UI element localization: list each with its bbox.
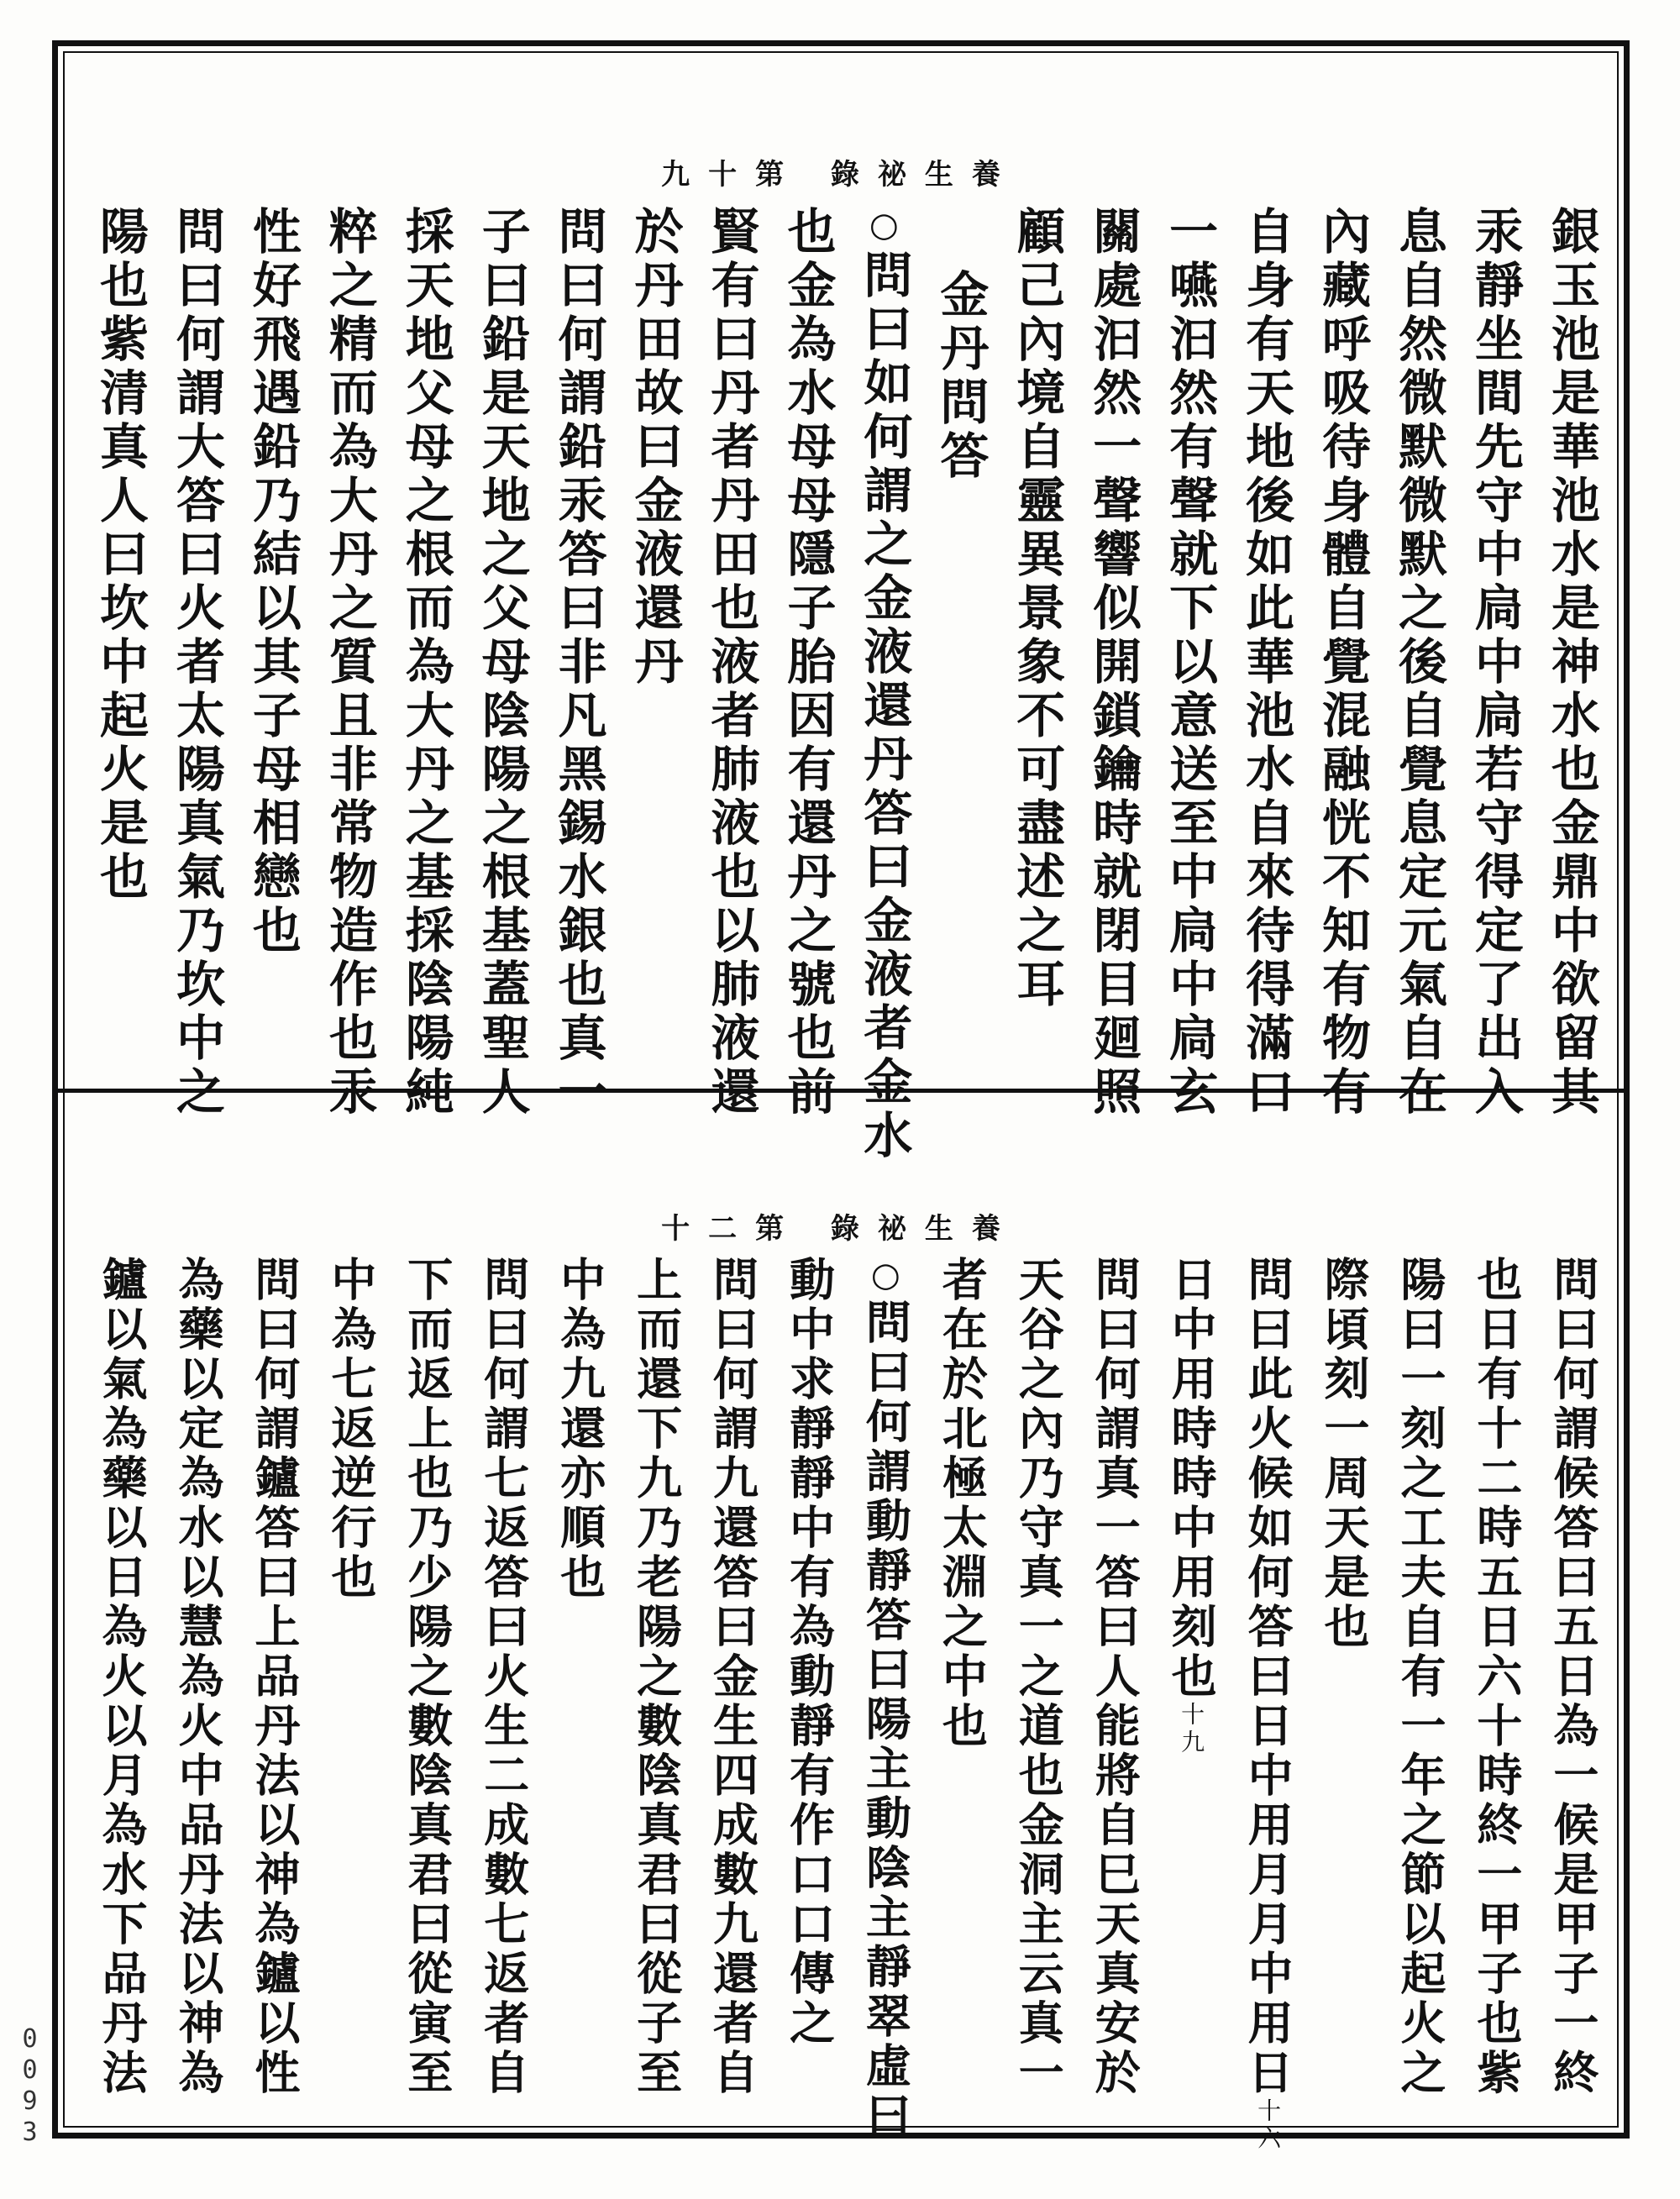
text-column: 際頃刻一周天是也: [1317, 1256, 1371, 1652]
text-column: 中為九還亦順也: [553, 1256, 607, 1603]
running-head-upper: 養生祕錄 第十九: [661, 158, 1019, 192]
text-column: 問曰何謂大答曰火者太陽真氣乃坎中之: [167, 206, 225, 1120]
text-column: 陽曰一刻之工夫自有一年之節以起火之: [1393, 1256, 1447, 2098]
text-column: 賢有曰丹者丹田也液者肺液也以肺液還: [702, 206, 760, 1120]
text-column: 者在於北極太淵之中也: [935, 1256, 990, 1751]
text-column: 為藥以定為水以慧為火中品丹法以神為: [171, 1256, 225, 2098]
text-column: 上而還下九乃老陽之數陰真君曰從子至: [629, 1256, 684, 2098]
running-head-lower: 養生祕錄 第二十: [661, 1212, 1019, 1246]
text-column: 汞靜坐間先守中扃中扃若守得定了出入: [1466, 206, 1524, 1120]
text-column: ○問曰何謂動靜答曰陽主動陰主靜翠虛曰: [858, 1256, 913, 2141]
text-column: 問曰何謂七返答曰火生二成數七返者自: [476, 1256, 531, 2098]
text-column: 顧己內境自靈異景象不可盡述之耳: [1008, 206, 1066, 1012]
text-column: 日中用時時中用刻也十九: [1164, 1256, 1219, 1757]
text-column: 問曰何謂九還答曰金生四成數九還者自: [706, 1256, 760, 2098]
circle-marker: ○: [864, 206, 904, 249]
text-column: 下而返上也乃少陽之數陰真君曰從寅至: [400, 1256, 454, 2098]
text-column: 粹之精而為大丹之質且非常物造作也汞: [320, 206, 378, 1120]
text-column: 自身有天地後如此華池水自來待得滿口: [1237, 206, 1295, 1120]
text-column: 於丹田故曰金液還丹: [626, 206, 684, 690]
page-number: 0093: [15, 2024, 45, 2149]
text-column: 一嚥汩然有聲就下以意送至中扃中扃玄: [1161, 206, 1219, 1120]
interlinear-note: 十六: [1254, 2098, 1283, 2154]
text-column: 也金為水母母隱子胎因有還丹之號也前: [779, 206, 837, 1120]
text-column: 動中求靜靜中有為動靜有作口口傳之: [782, 1256, 837, 2049]
text-column: 問曰此火候如何答曰日中用月月中用日十六: [1241, 1256, 1295, 2154]
text-column: 中為七返逆行也: [323, 1256, 378, 1603]
text-column: ○問曰如何謂之金液還丹答曰金液者金水: [855, 206, 913, 1163]
text-column: 鑪以氣為藥以日為火以月為水下品丹法: [95, 1256, 149, 2098]
lower-page: [76, 1189, 1604, 2154]
text-column: 問曰何謂真一答曰人能將自巳天真安於: [1088, 1256, 1142, 2098]
text-column: 問曰何謂候答曰五日為一候是甲子一終: [1546, 1256, 1600, 2098]
text-column: 內藏呼吸待身體自覺混融恍不知有物有: [1314, 206, 1371, 1120]
circle-marker: ○: [866, 1256, 906, 1299]
text-column: 問曰何謂鑪答曰上品丹法以神為鑪以性: [247, 1256, 302, 2098]
upper-page: [76, 126, 1604, 1163]
text-column: 子曰鉛是天地之父母陰陽之根基蓋聖人: [473, 206, 531, 1120]
interlinear-note: 十九: [1178, 1702, 1206, 1757]
text-column: 性好飛遇鉛乃結以其子母相戀也: [244, 206, 302, 958]
section-heading: 金丹問答: [932, 269, 990, 484]
text-column: 銀玉池是華池水是神水也金鼎中欲留其: [1542, 206, 1600, 1120]
text-column: 也日有十二時五日六十時終一甲子也紫: [1469, 1256, 1524, 2098]
text-column: 息自然微默微默之後自覺息定元氣自在: [1389, 206, 1447, 1120]
text-columns-upper: [76, 206, 1604, 1163]
text-column: 問曰何謂鉛汞答曰非凡黑錫水銀也真一: [549, 206, 607, 1120]
text-column: 天谷之內乃守真一之道也金洞主云真一: [1011, 1256, 1066, 2098]
text-columns-lower: [76, 1256, 1604, 2154]
text-column: 陽也紫清真人曰坎中起火是也: [92, 206, 149, 905]
text-column: 採天地父母之根而為大丹之基採陰陽純: [396, 206, 454, 1120]
text-column: 關處汩然一聲響似開鎖鑰時就閉目廻照: [1084, 206, 1142, 1120]
